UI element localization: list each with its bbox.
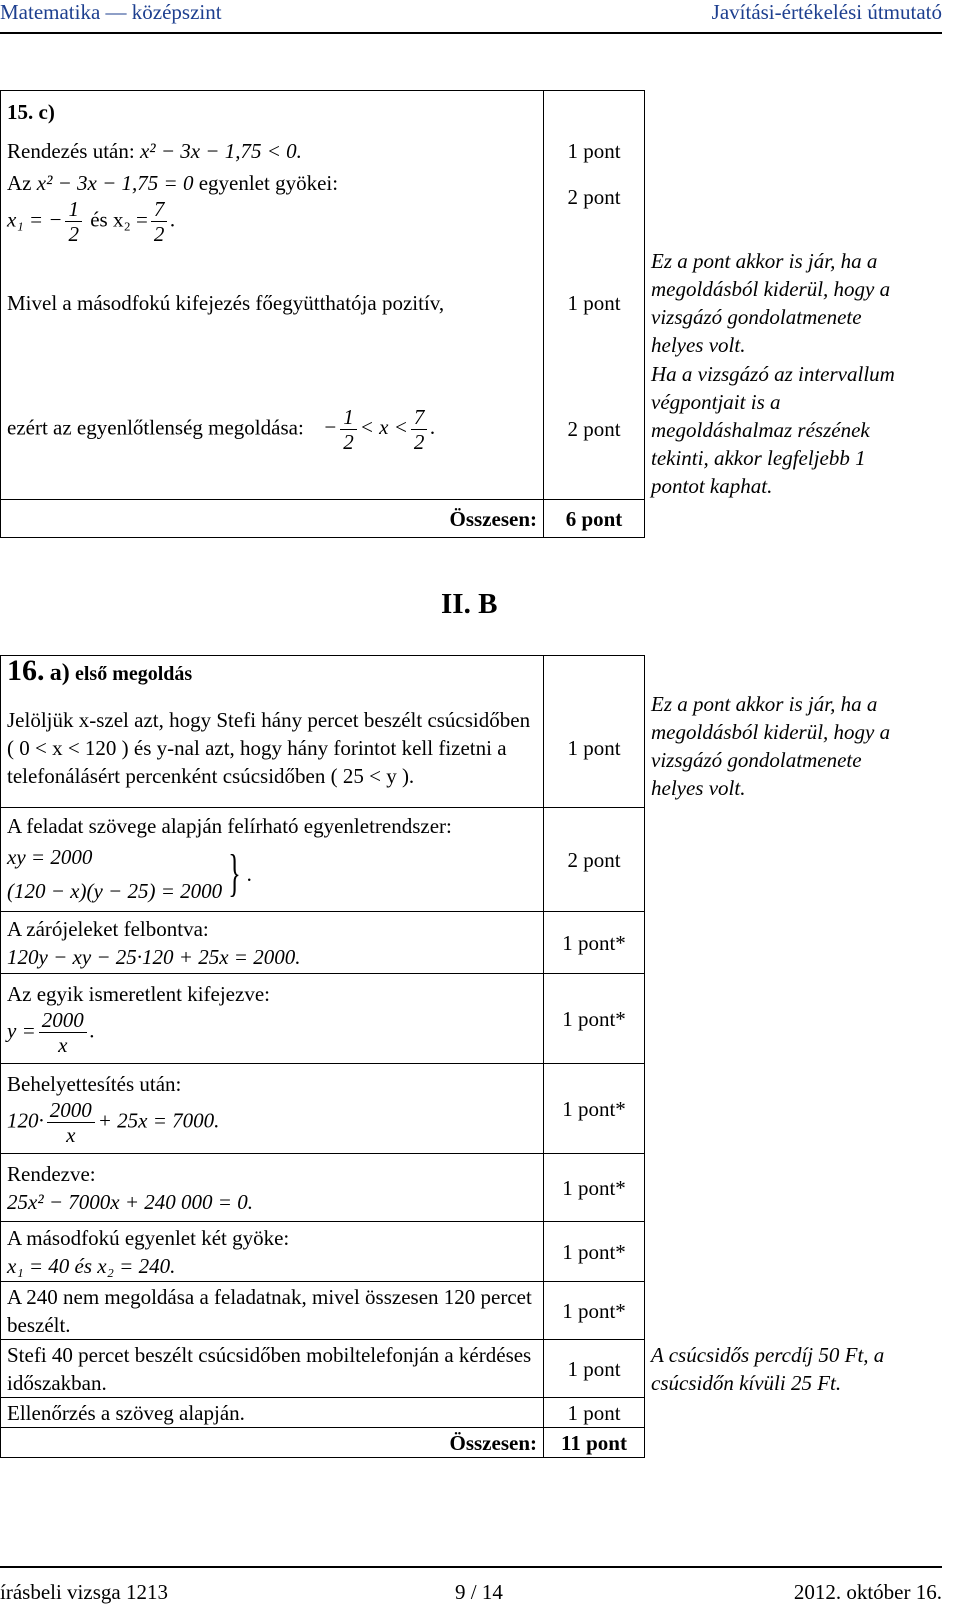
total-row bbox=[1, 500, 922, 538]
task-15-heading: 15. c) bbox=[1, 91, 544, 133]
row-text: A zárójeleket felbontva: bbox=[7, 916, 209, 941]
row-text: A másodfokú egyenlet két gyöke: bbox=[7, 1225, 290, 1250]
row-note: Ha a vizsgázó az intervallum végpontjait is a megoldáshalmaz részének tekinti, akkor legfeljebb 1 pontot kaphat. bbox=[651, 361, 895, 498]
fraction: $\frac{1}{2}$ bbox=[65, 197, 82, 246]
section-title: II. B bbox=[441, 588, 498, 620]
page-footer bbox=[0, 1566, 960, 1603]
row-text: Ellenőrzés a szöveg alapján. bbox=[1, 1398, 544, 1428]
row-text: A feladat szövege alapján felírható egyenletrendszer: bbox=[7, 813, 452, 838]
row-points: 1 pont bbox=[544, 133, 645, 169]
table-row bbox=[1, 690, 922, 808]
row-note: Ez a pont akkor is jár, ha a megoldásból kiderül, hogy a vizsgázó gondolatmenete helyes volt. bbox=[651, 691, 891, 800]
row-points: 1 pont bbox=[544, 246, 645, 360]
row-text: Az egyik ismeretlent kifejezve: bbox=[7, 982, 270, 1006]
row-note: Ez a pont akkor is jár, ha a megoldásból kiderül, hogy a vizsgázó gondolatmenete helyes volt. bbox=[651, 248, 891, 357]
table-row bbox=[1, 912, 922, 974]
total-points: 6 pont bbox=[544, 500, 645, 538]
table-row bbox=[1, 246, 922, 360]
row-text: egyenlet gyökei: bbox=[198, 170, 339, 195]
task-16-heading: 16. bbox=[7, 654, 45, 688]
total-points: 11 pont bbox=[544, 1428, 645, 1458]
fraction: $\frac{7}{2}$ bbox=[151, 197, 168, 246]
table-row bbox=[1, 133, 922, 169]
task-part: a) bbox=[49, 660, 70, 687]
task-15-table bbox=[0, 90, 922, 538]
footer-date: 2012. október 16. bbox=[793, 1580, 942, 1604]
task-16-table bbox=[0, 655, 922, 1458]
table-row: Behelyettesítés után: 120· $\frac{2000}{x}$ + 25x = 7000. 1 pont* bbox=[1, 1064, 922, 1154]
row-math: x² − 3x − 1,75 < 0. bbox=[139, 138, 302, 163]
row-math: 25x² − 7000x + 240 000 = 0. bbox=[7, 1189, 253, 1214]
page-header bbox=[0, 0, 960, 48]
header-subject: Matematika — középszint bbox=[0, 0, 222, 24]
row-math: 120y − xy − 25·120 + 25x = 2000. bbox=[7, 944, 301, 969]
row-points: 1 pont* bbox=[544, 1154, 645, 1222]
row-text: Behelyettesítés után: bbox=[7, 1072, 182, 1096]
total-label: Összesen: bbox=[1, 1428, 544, 1458]
table-row: A feladat szövege alapján felírható egyenletrendszer: xy = 2000 (120 − x)(y − 25) = 2000 } . 2 pont bbox=[1, 808, 922, 912]
row-text: A 240 nem megoldása a feladatnak, mivel összesen 120 percet beszélt. bbox=[1, 1282, 544, 1340]
root-x1-label: x₁ = − bbox=[7, 206, 63, 231]
header-rule bbox=[0, 32, 942, 34]
row-points: 1 pont* bbox=[544, 912, 645, 974]
table-row bbox=[1, 1282, 922, 1340]
row-text: ezért az egyenlőtlenség megoldása: bbox=[7, 415, 304, 440]
row-text: Stefi 40 percet beszélt csúcsidőben mobiltelefonján a kérdéses időszakban. bbox=[1, 1340, 544, 1398]
footer-rule bbox=[0, 1566, 942, 1568]
row-math: x² − 3x − 1,75 = 0 bbox=[36, 170, 194, 195]
row-text: Rendezve: bbox=[7, 1161, 96, 1186]
fraction: $\frac{1}{2}$ bbox=[340, 405, 357, 454]
root-x2-label: és x₂ = bbox=[90, 206, 148, 231]
table-row bbox=[1, 1340, 922, 1398]
fraction: $\frac{2000}{x}$ bbox=[47, 1098, 95, 1147]
footer-exam-code: írásbeli vizsga 1213 bbox=[0, 1580, 168, 1604]
task-subtitle: első megoldás bbox=[75, 663, 193, 686]
row-points: 2 pont bbox=[544, 169, 645, 246]
table-row: Az egyik ismeretlent kifejezve: y = $\frac{2000}{x}$ . 1 pont* bbox=[1, 974, 922, 1064]
row-math: x₁ = 40 és x₂ = 240. bbox=[7, 1253, 176, 1278]
row-points: 1 pont* bbox=[544, 1064, 645, 1154]
row-text: Jelöljük x-szel azt, hogy Stefi hány percet beszélt csúcsidőben ( 0 < x < 120 ) és y-nal azt, hogy hány forintot kell fizetni a telefonálásért percenként csúcsidőben ( 25 < y ). bbox=[1, 690, 544, 808]
row-text: Rendezés után: bbox=[7, 138, 135, 163]
row-points: 1 pont bbox=[544, 1340, 645, 1398]
row-points: 1 pont* bbox=[544, 1282, 645, 1340]
row-points: 2 pont bbox=[544, 808, 645, 912]
table-row: Az x² − 3x − 1,75 = 0 egyenlet gyökei: x₁ = − $\frac{1}{2}$ és x₂ = $\frac{7}{2}$ . 2 pont bbox=[1, 169, 922, 246]
table-row bbox=[1, 1398, 922, 1428]
header-doc-type: Javítási-értékelési útmutató bbox=[711, 0, 942, 24]
row-points: 1 pont bbox=[544, 1398, 645, 1428]
row-points: 1 pont* bbox=[544, 974, 645, 1064]
row-points: 2 pont bbox=[544, 360, 645, 500]
total-label: Összesen: bbox=[1, 500, 544, 538]
table-row bbox=[1, 1154, 922, 1222]
row-points: 1 pont bbox=[544, 690, 645, 808]
row-points: 1 pont* bbox=[544, 1222, 645, 1282]
row-text: Mivel a másodfokú kifejezés főegyütthatója pozitív, bbox=[1, 246, 544, 360]
total-row bbox=[1, 1428, 922, 1458]
row-note: A csúcsidős percdíj 50 Ft, a csúcsidőn kívüli 25 Ft. bbox=[651, 1342, 885, 1395]
table-row: ezért az egyenlőtlenség megoldása: − $\frac{1}{2}$ < x < $\frac{7}{2}$ . 2 pont Ha a vizsgázó az intervallum végpontjait is a megoldáshalmaz részének tekinti, akkor legfeljebb 1 pontot kaphat. bbox=[1, 360, 922, 500]
fraction: $\frac{7}{2}$ bbox=[411, 405, 428, 454]
table-row bbox=[1, 1222, 922, 1282]
row-text: Az bbox=[7, 170, 32, 195]
page-number: 9 / 14 bbox=[455, 1580, 503, 1604]
fraction: $\frac{2000}{x}$ bbox=[39, 1008, 87, 1057]
